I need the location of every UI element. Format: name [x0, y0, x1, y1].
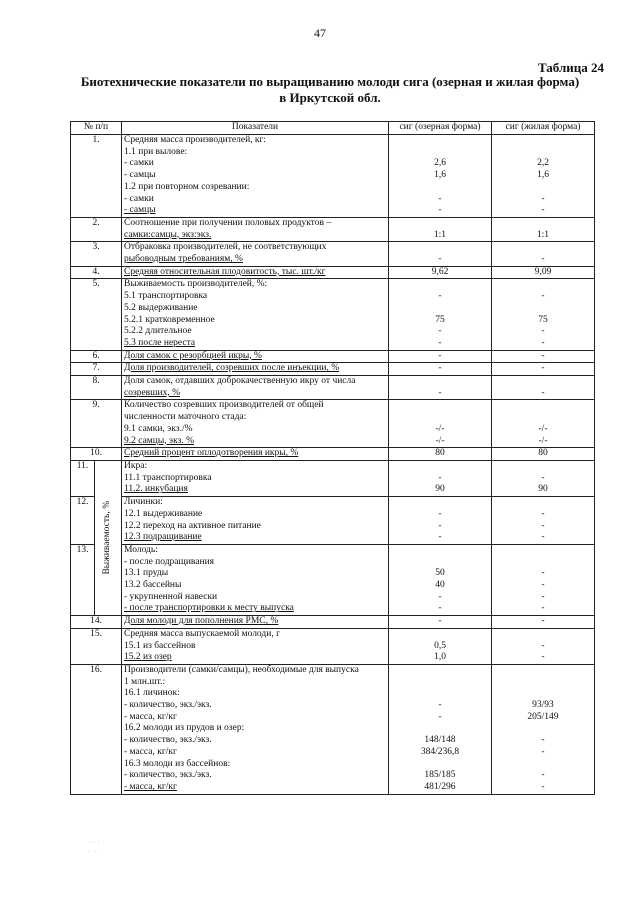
row-number: 6. — [71, 350, 122, 363]
indicator-cell — [122, 400, 389, 448]
resident-form-cell — [492, 242, 595, 266]
indicator-cell-line: 16.3 молоди из бассейнов: — [124, 758, 231, 769]
resident-form-cell-line — [492, 759, 594, 771]
lake-form-cell — [389, 460, 492, 496]
resident-form-cell-line — [492, 677, 594, 689]
indicator-cell-line: 5.2.2 длительное — [124, 326, 192, 337]
indicator-cell-line: 9.1 самки, экз./% — [124, 423, 193, 434]
resident-form-cell-line — [492, 376, 594, 388]
indicator-cell-line: Средний процент оплодотворения икры, % — [124, 448, 299, 459]
resident-form-cell-line: - — [541, 580, 545, 591]
resident-form-cell-line: - — [541, 591, 545, 602]
resident-form-cell-line: 90 — [538, 484, 548, 495]
resident-form-cell — [492, 217, 595, 241]
resident-form-cell — [492, 266, 595, 279]
resident-form-cell-line: - — [541, 781, 545, 792]
scan-marks: · · · · · — [88, 838, 100, 856]
lake-form-cell-line — [389, 218, 491, 230]
biotech-table — [70, 121, 595, 795]
lake-form-cell-line — [389, 759, 491, 771]
resident-form-cell-line — [492, 557, 594, 569]
indicator-cell-line: 12.2 переход на активное питание — [124, 520, 261, 531]
indicator-cell-line: - самки — [124, 158, 154, 169]
resident-form-cell-line: - — [541, 350, 545, 361]
lake-form-cell — [389, 217, 492, 241]
page-number: 47 — [314, 26, 326, 40]
lake-form-cell — [389, 628, 492, 664]
row-number: 4. — [71, 266, 122, 279]
indicator-cell-line: 5.2.1 кратковременное — [124, 314, 215, 325]
indicator-cell-line: численности маточного стада: — [124, 412, 247, 423]
resident-form-cell-line — [492, 303, 594, 315]
row-number: 12. — [71, 497, 95, 545]
indicator-cell-line: - укрупненной навески — [124, 591, 218, 602]
resident-form-cell — [492, 400, 595, 448]
resident-form-cell-line: - — [541, 254, 545, 265]
resident-form-cell-line: - — [541, 193, 545, 204]
lake-form-cell — [389, 616, 492, 629]
resident-form-cell — [492, 279, 595, 350]
lake-form-cell-line: 9,62 — [431, 266, 449, 277]
indicator-cell — [122, 135, 389, 218]
table-row — [71, 448, 595, 461]
indicator-cell-line: Доля производителей, созревших после инъекции, % — [124, 363, 340, 374]
lake-form-cell-line: - — [438, 363, 442, 374]
table-title — [60, 74, 600, 106]
resident-form-cell — [492, 544, 595, 615]
resident-form-cell-line: 1:1 — [536, 229, 550, 240]
resident-form-cell — [492, 376, 595, 400]
lake-form-cell — [389, 242, 492, 266]
lake-form-cell-line: - — [438, 291, 442, 302]
indicator-cell-line: - самки — [124, 193, 154, 204]
row-number: 8. — [71, 376, 122, 400]
indicator-cell-line: Доля самок с резорбцией икры, % — [124, 350, 262, 361]
header-indicator: Показатели — [122, 122, 389, 135]
indicator-cell-line: - после транспортировки к месту выпуска — [124, 603, 294, 614]
resident-form-cell-line — [492, 135, 594, 147]
lake-form-cell-line: - — [438, 591, 442, 602]
resident-form-cell-line: - — [541, 387, 545, 398]
row-number: 10. — [71, 448, 122, 461]
resident-form-cell-line: - — [541, 508, 545, 519]
indicator-cell-line: 12.1 выдерживание — [124, 508, 203, 519]
resident-form-cell-line: -/- — [538, 435, 548, 446]
lake-form-cell-line: 75 — [435, 314, 445, 325]
resident-form-cell — [492, 460, 595, 496]
indicator-cell-line: созревших, % — [124, 387, 180, 398]
lake-form-cell-line: 148/148 — [424, 735, 456, 746]
indicator-cell-line: Доля самок, отдавших доброкачественную икру от числа — [124, 376, 356, 387]
resident-form-cell-line — [492, 723, 594, 735]
indicator-cell-line: Соотношение при получении половых продуктов – — [124, 217, 332, 228]
header-number: № п/п — [71, 122, 122, 135]
resident-form-cell — [492, 664, 595, 794]
lake-form-cell-line: - — [438, 193, 442, 204]
resident-form-cell-line — [492, 147, 594, 159]
table-row — [71, 616, 595, 629]
table-row — [71, 628, 595, 664]
indicator-cell — [122, 363, 389, 376]
lake-form-cell-line: - — [438, 520, 442, 531]
lake-form-cell — [389, 266, 492, 279]
table-row — [71, 350, 595, 363]
indicator-cell-line: Выживаемость производителей, %: — [124, 279, 268, 290]
indicator-cell-line: 5.2 выдерживание — [124, 302, 198, 313]
title-line-1: Биотехнические показатели по выращиванию молоди сига (озерная и жилая форма) — [80, 74, 580, 89]
lake-form-cell-line: 481/296 — [424, 781, 456, 792]
header-lake-form: сиг (озерная форма) — [389, 122, 492, 135]
lake-form-cell-line — [389, 135, 491, 147]
indicator-cell-line: Отбраковка производителей, не соответствующих — [124, 242, 327, 253]
indicator-cell-line: - количество, экз./экз. — [124, 770, 212, 781]
lake-form-cell-line: 1,6 — [434, 170, 446, 181]
resident-form-cell-line: - — [541, 652, 545, 663]
indicator-cell-line: Икра: — [124, 460, 148, 471]
lake-form-cell — [389, 279, 492, 350]
lake-form-cell-line: -/- — [435, 435, 445, 446]
lake-form-cell-line: 80 — [435, 448, 445, 459]
resident-form-cell-line: - — [541, 337, 545, 348]
resident-form-cell-line: - — [541, 363, 545, 374]
indicator-cell-line: 15.2 из озер — [124, 652, 172, 663]
resident-form-cell-line: - — [541, 532, 545, 543]
lake-form-cell-line: - — [438, 254, 442, 265]
resident-form-cell-line: 93/93 — [532, 700, 554, 711]
lake-form-cell-line: 40 — [435, 580, 445, 591]
indicator-cell-line: 11.1 транспортировка — [124, 472, 212, 483]
resident-form-cell-line — [492, 242, 594, 254]
resident-form-cell-line — [492, 400, 594, 412]
lake-form-cell-line — [389, 242, 491, 254]
indicator-cell-line: Средняя масса производителей, кг: — [124, 135, 267, 145]
indicator-cell-line: - самцы — [124, 205, 156, 216]
lake-form-cell-line: - — [438, 205, 442, 216]
lake-form-cell-line: 1,0 — [434, 652, 446, 663]
indicator-cell-line: - после подращивания — [124, 556, 215, 567]
resident-form-cell-line: - — [541, 603, 545, 614]
lake-form-cell-line — [389, 497, 491, 509]
resident-form-cell-line: - — [541, 520, 545, 531]
indicator-cell — [122, 497, 389, 545]
lake-form-cell — [389, 448, 492, 461]
indicator-cell — [122, 664, 389, 794]
table-row — [71, 266, 595, 279]
indicator-cell-line: - масса, кг/кг — [124, 781, 177, 792]
lake-form-cell-line — [389, 629, 491, 641]
lake-form-cell-line — [389, 182, 491, 194]
table-row — [71, 460, 595, 496]
row-number: 1. — [71, 135, 122, 218]
indicator-cell-line: Средняя масса выпускаемой молоди, г — [124, 628, 280, 639]
lake-form-cell-line: - — [438, 532, 442, 543]
resident-form-cell — [492, 616, 595, 629]
lake-form-cell-line: 1:1 — [433, 229, 447, 240]
resident-form-cell-line: - — [541, 735, 545, 746]
resident-form-cell-line: - — [541, 746, 545, 757]
indicator-cell-line: 1.2 при повторном созревании: — [124, 181, 250, 192]
resident-form-cell — [492, 497, 595, 545]
lake-form-cell-line: - — [438, 337, 442, 348]
resident-form-cell-line: - — [541, 568, 545, 579]
resident-form-cell-line: 80 — [538, 448, 548, 459]
indicator-cell-line: Молодь: — [124, 544, 158, 555]
row-number: 14. — [71, 616, 122, 629]
lake-form-cell — [389, 664, 492, 794]
resident-form-cell-line: 75 — [538, 314, 548, 325]
resident-form-cell — [492, 135, 595, 218]
lake-form-cell-line: 2,6 — [434, 158, 446, 169]
indicator-cell-line: 5.1 транспортировка — [124, 291, 208, 302]
resident-form-cell-line — [492, 412, 594, 424]
survival-label-text: Выживаемость, % — [102, 501, 113, 575]
resident-form-cell-line: -/- — [538, 423, 548, 434]
lake-form-cell — [389, 135, 492, 218]
resident-form-cell — [492, 448, 595, 461]
lake-form-cell-line: - — [438, 603, 442, 614]
indicator-cell-line: Личинки: — [124, 497, 163, 508]
resident-form-cell-line: - — [541, 770, 545, 781]
row-number: 7. — [71, 363, 122, 376]
indicator-cell-line: Доля молоди для пополнения РМС, % — [124, 616, 279, 627]
lake-form-cell-line: 90 — [435, 484, 445, 495]
lake-form-cell-line — [389, 723, 491, 735]
table-row — [71, 400, 595, 448]
indicator-cell — [122, 448, 389, 461]
lake-form-cell-line: - — [438, 616, 442, 627]
indicator-cell-line: 13.1 пруды — [124, 568, 169, 579]
table-row — [71, 664, 595, 794]
resident-form-cell-line — [492, 665, 594, 677]
resident-form-cell-line — [492, 461, 594, 473]
indicator-cell — [122, 376, 389, 400]
table-row — [71, 242, 595, 266]
row-number: 16. — [71, 664, 122, 794]
resident-form-cell-line: - — [541, 472, 545, 483]
row-number: 13. — [71, 544, 95, 615]
indicator-cell — [122, 616, 389, 629]
table-row — [71, 135, 595, 218]
lake-form-cell-line: - — [438, 472, 442, 483]
resident-form-cell-line: - — [541, 616, 545, 627]
resident-form-cell-line — [492, 688, 594, 700]
lake-form-cell — [389, 400, 492, 448]
lake-form-cell-line — [389, 376, 491, 388]
indicator-cell-line: 13.2 бассейны — [124, 580, 182, 591]
resident-form-cell-line: - — [541, 291, 545, 302]
resident-form-cell — [492, 628, 595, 664]
resident-form-cell-line: - — [541, 326, 545, 337]
resident-form-cell-line — [492, 182, 594, 194]
lake-form-cell-line: - — [438, 711, 442, 722]
lake-form-cell — [389, 363, 492, 376]
lake-form-cell-line — [389, 461, 491, 473]
resident-form-cell-line: 2,2 — [537, 158, 549, 169]
lake-form-cell-line: -/- — [435, 423, 445, 434]
resident-form-cell-line: 9,09 — [534, 266, 552, 277]
lake-form-cell-line: 185/185 — [424, 770, 456, 781]
indicator-cell — [122, 279, 389, 350]
resident-form-cell-line — [492, 545, 594, 557]
resident-form-cell-line: - — [541, 640, 545, 651]
indicator-cell-line: 11.2. инкубация — [124, 484, 188, 495]
table-row — [71, 497, 595, 545]
indicator-cell — [122, 266, 389, 279]
lake-form-cell-line — [389, 545, 491, 557]
resident-form-cell-line: 205/149 — [527, 711, 559, 722]
lake-form-cell-line — [389, 303, 491, 315]
lake-form-cell-line: - — [438, 326, 442, 337]
table-label: Таблица 24 — [537, 60, 604, 75]
indicator-cell-line: - масса, кг/кг — [124, 711, 177, 722]
row-number: 2. — [71, 217, 122, 241]
lake-form-cell-line — [389, 147, 491, 159]
indicator-cell-line: - количество, экз./экз. — [124, 700, 212, 711]
lake-form-cell-line: - — [438, 350, 442, 361]
table-row — [71, 376, 595, 400]
header-row — [71, 122, 595, 135]
indicator-cell-line: Количество созревших производителей от общей — [124, 400, 324, 411]
lake-form-cell-line — [389, 279, 491, 291]
indicator-cell — [122, 350, 389, 363]
title-line-2: в Иркутской обл. — [279, 90, 381, 105]
resident-form-cell-line — [492, 218, 594, 230]
header-resident-form: сиг (жилая форма) — [492, 122, 595, 135]
lake-form-cell-line — [389, 677, 491, 689]
lake-form-cell — [389, 497, 492, 545]
lake-form-cell — [389, 376, 492, 400]
indicator-cell-line: самки:самцы, экз:экз. — [124, 229, 212, 240]
table-body — [71, 135, 595, 795]
resident-form-cell-line: - — [541, 205, 545, 216]
lake-form-cell-line — [389, 412, 491, 424]
lake-form-cell-line: 384/236,8 — [420, 746, 460, 757]
indicator-cell-line: - количество, экз./экз. — [124, 735, 212, 746]
indicator-cell-line: 16.2 молоди из прудов и озер: — [124, 723, 245, 734]
indicator-cell — [122, 460, 389, 496]
resident-form-cell-line — [492, 497, 594, 509]
lake-form-cell — [389, 544, 492, 615]
indicator-cell-line: 16.1 личинок: — [124, 688, 180, 699]
indicator-cell — [122, 544, 389, 615]
lake-form-cell-line: 0,5 — [434, 640, 446, 651]
row-number: 3. — [71, 242, 122, 266]
lake-form-cell-line — [389, 688, 491, 700]
lake-form-cell-line: - — [438, 387, 442, 398]
lake-form-cell-line: - — [438, 508, 442, 519]
indicator-cell-line: 5.3 после нереста — [124, 337, 196, 348]
lake-form-cell-line: - — [438, 700, 442, 711]
lake-form-cell-line: 50 — [435, 568, 445, 579]
row-number: 15. — [71, 628, 122, 664]
indicator-cell-line: 15.1 из бассейнов — [124, 640, 196, 651]
indicator-cell-line: - масса, кг/кг — [124, 746, 177, 757]
indicator-cell-line: 1 млн.шт.: — [124, 676, 166, 687]
indicator-cell-line: - самцы — [124, 170, 156, 181]
lake-form-cell-line — [389, 665, 491, 677]
row-number: 9. — [71, 400, 122, 448]
indicator-cell-line: Производители (самки/самцы), необходимые для выпуска — [124, 664, 359, 675]
table-row — [71, 279, 595, 350]
indicator-cell-line: рыбоводным требованиям, % — [124, 254, 243, 265]
row-number: 11. — [71, 460, 95, 496]
lake-form-cell-line — [389, 400, 491, 412]
table-row — [71, 544, 595, 615]
indicator-cell — [122, 628, 389, 664]
resident-form-cell — [492, 363, 595, 376]
resident-form-cell-line: 1,6 — [537, 170, 549, 181]
lake-form-cell-line — [389, 557, 491, 569]
indicator-cell — [122, 242, 389, 266]
lake-form-cell — [389, 350, 492, 363]
resident-form-cell — [492, 350, 595, 363]
survival-group-label — [95, 460, 122, 615]
indicator-cell — [122, 217, 389, 241]
indicator-cell-line: 1.1 при вылове: — [124, 146, 188, 157]
table-row — [71, 363, 595, 376]
resident-form-cell-line — [492, 279, 594, 291]
resident-form-cell-line — [492, 629, 594, 641]
row-number: 5. — [71, 279, 122, 350]
indicator-cell-line: 12.3 подращивание — [124, 532, 202, 543]
indicator-cell-line: 9.2 самцы, экз. % — [124, 435, 195, 446]
indicator-cell-line: Средняя относительная плодовитость, тыс. шт./кг — [124, 266, 326, 277]
table-row — [71, 217, 595, 241]
